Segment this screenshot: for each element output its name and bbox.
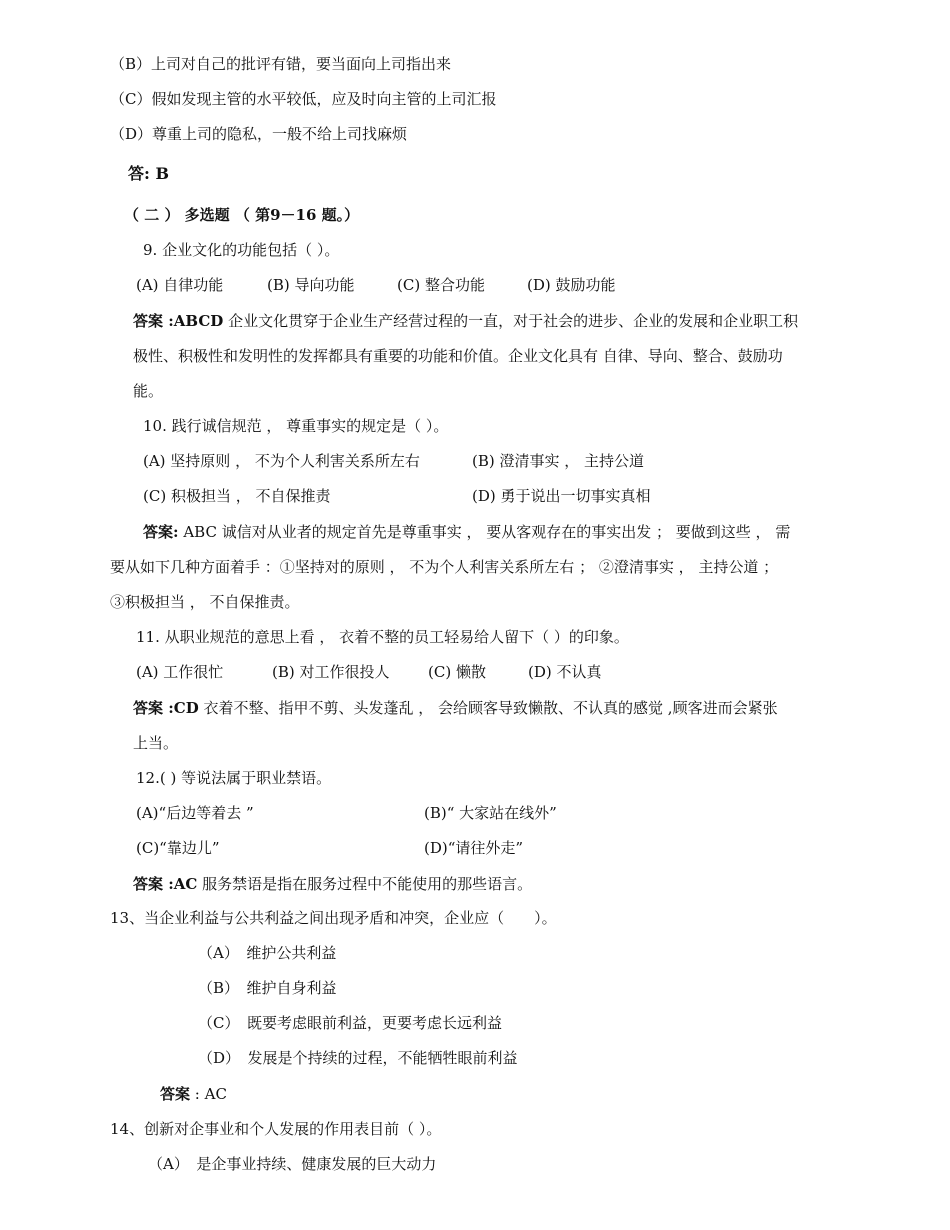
q10-answer-text: ABC 诚信对从业者的规定首先是尊重事实 ， 要从客观存在的事实出发 ； 要做到这些 ， 需 (183, 523, 791, 541)
q13-answer (160, 1084, 227, 1104)
q13-option-b: （B） 维护自身利益 (198, 979, 337, 997)
q12-option-d: (D)“请往外走” (424, 839, 524, 857)
q10-option-a: (A) 坚持原则 ， 不为个人利害关系所左右 (143, 452, 420, 470)
q13-answer-text: : AC (194, 1085, 227, 1103)
q12-option-c: (C)“靠边儿” (136, 839, 220, 857)
q12-option-b: (B)“ 大家站在线外” (424, 804, 557, 822)
q10-answer-line-3: ③积极担当 ， 不自保推责。 (110, 593, 300, 611)
q9-answer-line-1 (133, 311, 798, 331)
q11-answer-line-1 (133, 698, 778, 718)
q12-option-a: (A)“后边等着去 ” (136, 804, 254, 822)
q14-option-a: （A） 是企事业持续、健康发展的巨大动力 (148, 1155, 437, 1173)
q9-answer-line-3: 能。 (133, 382, 164, 400)
q9-answer-line-2: 极性、积极性和发明性的发挥都具有重要的功能和价值。企业文化具有 自律、导向、整合、鼓励功 (133, 347, 783, 365)
q11-option-c: (C) 懒散 (428, 663, 486, 681)
q13-option-c: （C） 既要考虑眼前利益，更要考虑长远利益 (198, 1014, 502, 1032)
q11-answer-line-2: 上当。 (133, 734, 179, 752)
q12-answer-text: 服务禁语是指在服务过程中不能使用的那些语言。 (202, 875, 533, 893)
section-title: （ 二 ） 多选题 （ 第9－16 题。） (124, 206, 360, 224)
q11-answer-text: 衣着不整、指甲不剪、头发蓬乱 ， 会给顾客导致懒散、不认真的感觉 ,顾客进而会紧张 (203, 699, 778, 717)
q11-option-a: (A) 工作很忙 (136, 663, 224, 681)
q9-option-b: (B) 导向功能 (267, 276, 355, 294)
q9-answer-text: 企业文化贯穿于企业生产经营过程的一直，对于社会的进步、企业的发展和企业职工积 (228, 312, 799, 330)
q12-stem: 12.( ) 等说法属于职业禁语。 (136, 769, 332, 787)
q10-option-b: (B) 澄清事实 ， 主持公道 (472, 452, 645, 470)
q9-stem: 9. 企业文化的功能包括（ ）。 (143, 241, 340, 259)
q11-option-d: (D) 不认真 (528, 663, 602, 681)
q13-option-d: （D） 发展是个持续的过程，不能牺牲眼前利益 (198, 1049, 518, 1067)
q10-option-d: (D) 勇于说出一切事实真相 (472, 487, 651, 505)
q12-answer (133, 874, 532, 894)
q9-option-d: (D) 鼓励功能 (527, 276, 616, 294)
q11-option-b: (B) 对工作很投人 (272, 663, 390, 681)
q8-option-d: （D）尊重上司的隐私，一般不给上司找麻烦 (110, 125, 408, 143)
q13-option-a: （A） 维护公共利益 (198, 944, 337, 962)
q10-answer-label: 答案: (143, 523, 179, 541)
q10-stem: 10. 践行诚信规范 ， 尊重事实的规定是（ ）。 (143, 417, 449, 435)
q10-option-c: (C) 积极担当 ， 不自保推责 (143, 487, 331, 505)
q9-option-c: (C) 整合功能 (397, 276, 485, 294)
q11-answer-label: 答案 :CD (133, 699, 199, 717)
q13-stem: 13、当企业利益与公共利益之间出现矛盾和冲突，企业应（ ）。 (110, 909, 557, 927)
q8-answer: 答: B (128, 164, 170, 183)
q10-answer-line-1 (143, 522, 790, 542)
q13-answer-label: 答案 (160, 1085, 191, 1103)
q11-stem: 11. 从职业规范的意思上看 ， 衣着不整的员工轻易给人留下（ ）的印象。 (136, 628, 629, 646)
q8-option-b: （B）上司对自己的批评有错，要当面向上司指出来 (110, 55, 452, 73)
q12-answer-label: 答案 :AC (133, 875, 198, 893)
q8-option-c: （C）假如发现主管的水平较低，应及时向主管的上司汇报 (110, 90, 497, 108)
q10-answer-line-2: 要从如下几种方面着手 ：①坚持对的原则 ， 不为个人利害关系所左右 ； ②澄清事实 ， 主持公道 ； (110, 558, 779, 576)
q14-stem: 14、创新对企事业和个人发展的作用表目前（ ）。 (110, 1120, 442, 1138)
q9-answer-label: 答案 :ABCD (133, 312, 224, 330)
q9-option-a: (A) 自律功能 (136, 276, 224, 294)
